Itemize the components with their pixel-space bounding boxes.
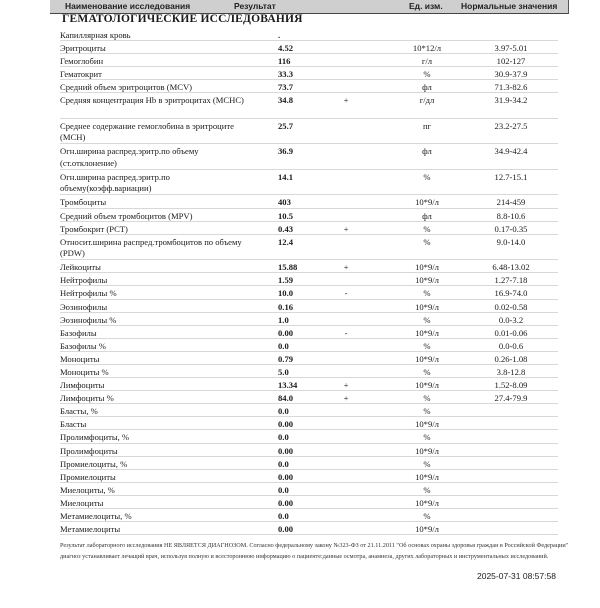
table-row [0,352,600,365]
row-result: . [278,30,281,40]
table-row [0,522,600,535]
row-unit: 10*9/л [415,524,439,535]
table-row [0,195,600,208]
row-name: Промиелоциты [60,471,116,482]
row-unit: 10*9/л [415,301,439,312]
row-result: 0.0 [278,511,289,522]
row-unit: % [423,393,431,404]
row-result: 0.00 [278,327,294,338]
table-header [50,0,568,14]
row-result: 0.43 [278,223,294,234]
row-name: Лейкоциты [60,262,101,273]
row-name: Нейтрофилы % [60,288,117,299]
table-row [0,404,600,417]
row-name: Бласты, % [60,406,98,417]
header-name: Наименование исследования [65,1,191,11]
row-unit: % [423,288,431,299]
row-unit: 10*9/л [415,419,439,430]
row-unit: 10*9/л [415,353,439,364]
row-name: Бласты [60,419,87,430]
table-row [0,119,600,145]
row-unit: % [423,223,431,234]
table-row [0,417,600,430]
row-name: Огн.ширина распред.эритр.по объему (ст.отклонение) [60,146,199,168]
table-row [0,378,600,391]
row-unit: г/дл [419,95,435,106]
row-unit: % [423,314,431,325]
table-row [0,222,600,235]
row-name: Капиллярная кровь [60,30,131,40]
row-norm: 31.9-34.2 [494,95,528,106]
table-row [0,339,600,352]
row-result: 0.0 [278,432,289,443]
row-name: Пролимфоциты [60,445,118,456]
row-norm: 0.26-1.08 [494,353,528,364]
row-flag: + [343,380,349,391]
row-norm: 0.0-3.2 [498,314,524,325]
row-result: 0.0 [278,458,289,469]
row-name: Метамиелоциты [60,524,121,535]
row-name: Средний объем тромбоцитов (MPV) [60,210,193,221]
row-result: 0.00 [278,497,294,508]
row-unit: 10*9/л [415,275,439,286]
row-unit: 10*9/л [415,262,439,273]
table-row [0,509,600,522]
row-name: Нейтрофилы [60,275,108,286]
table-row [0,365,600,378]
row-name: Лимфоциты % [60,393,114,404]
row-norm: 1.52-8.09 [494,380,528,391]
row-unit: % [423,406,431,417]
row-flag: + [343,262,349,273]
row-result: 73.7 [278,82,294,93]
row-norm: 6.48-13.02 [492,262,530,273]
row-result: 1.59 [278,275,294,286]
table-row [0,93,600,119]
row-norm: 0.17-0.35 [494,223,528,234]
row-divider [60,534,558,535]
row-name: Миелоциты, % [60,484,115,495]
header-unit: Ед. изм. [409,1,443,11]
section-title: ГЕМАТОЛОГИЧЕСКИЕ ИССЛЕДОВАНИЯ [62,13,303,25]
row-flag: + [343,393,349,404]
row-unit: г/л [421,56,433,67]
row-norm: 27.4-79.9 [494,393,528,404]
table-row [0,67,600,80]
row-unit: % [423,511,431,522]
disclaimer-footnote: Результат лабораторного исследования НЕ ЯВЛЯЕТСЯ ДИАГНОЗОМ. Согласно федеральному закону №323-ФЗ от 21.11.2011 "Об основах охраны здоровья граждан в Российской Федерации" диагноз устанавливает лечащий врач, используя полную и всестороннюю информацию о пациенте:данные осмотра, анамнеза, других лабораторных и инструментальных исследований. [60,542,569,560]
row-result: 0.00 [278,445,294,456]
row-unit: 10*9/л [415,197,439,208]
row-flag: - [344,327,348,338]
row-name: Тромбоциты [60,197,107,208]
row-name: Эозинофилы % [60,314,117,325]
table-row [0,326,600,339]
row-name: Метамиелоциты, % [60,511,132,522]
row-result: 10.5 [278,210,294,221]
table-row [0,391,600,404]
table-row [0,144,600,170]
row-unit: фл [422,210,432,221]
row-name: Моноциты % [60,367,109,377]
table-row [0,313,600,326]
header-norm: Нормальные значения [461,1,558,11]
row-name: Гемоглобин [60,56,104,67]
row-result: 1.0 [278,314,289,325]
row-unit: 10*9/л [415,380,439,391]
table-right-border [568,0,569,14]
row-norm: 214-459 [496,197,526,208]
row-name: Миелоциты [60,497,104,508]
row-norm: 30.9-37.9 [494,69,528,80]
table-row [0,286,600,299]
row-result: 0.0 [278,484,289,495]
row-norm: 102-127 [496,56,526,67]
row-unit: % [423,458,431,469]
row-unit: % [423,367,431,377]
table-row [0,170,600,196]
row-result: 15.88 [278,262,298,273]
row-result: 0.00 [278,471,294,482]
row-result: 0.79 [278,353,294,364]
row-result: 116 [278,56,291,67]
row-norm: 71.3-82.6 [494,82,528,93]
row-unit: фл [422,146,432,157]
row-flag: + [343,95,349,106]
table-row [0,430,600,443]
table-row [0,273,600,286]
table-row [0,41,600,54]
row-name: Огн.ширина распред.эритр.по объему(коэфф.вариации) [60,171,170,194]
row-norm: 3.97-5.01 [494,43,528,54]
row-result: 25.7 [278,120,294,131]
row-name: Пролимфоциты, % [60,432,130,443]
row-unit: % [423,236,431,247]
row-result: 34.8 [278,95,294,106]
row-unit: % [423,432,431,443]
table-row [0,54,600,67]
row-norm: 23.2-27.5 [494,120,528,131]
table-row [0,28,600,41]
row-result: 10.0 [278,288,294,299]
row-norm: 0.02-0.58 [494,301,528,312]
row-norm: 16.9-74.0 [494,288,528,299]
row-name: Лимфоциты [60,380,105,391]
row-unit: 10*9/л [415,471,439,482]
table-row [0,300,600,313]
table-row [0,483,600,496]
row-name: Базофилы % [60,340,106,351]
table-row [0,457,600,470]
report-datestamp: 2025-07-31 08:57:58 [477,571,556,581]
row-result: 33.3 [278,69,294,80]
results-table [0,28,600,535]
row-unit: фл [422,82,432,93]
table-row [0,209,600,222]
row-result: 84.0 [278,393,294,404]
row-result: 0.00 [278,524,294,535]
row-result: 0.0 [278,340,289,351]
row-result: 5.0 [278,367,289,377]
row-unit: 10*9/л [415,445,439,456]
row-result: 403 [278,197,291,208]
row-unit: 10*12/л [412,43,442,54]
row-result: 0.16 [278,301,294,312]
row-result: 14.1 [278,171,294,182]
row-norm: 0.01-0.06 [494,327,528,338]
row-norm: 3.8-12.8 [496,367,526,377]
row-flag: - [344,288,348,299]
row-name: Тромбокрит (PCT) [60,223,128,234]
row-unit: 10*9/л [415,497,439,508]
row-unit: 10*9/л [415,327,439,338]
row-result: 0.0 [278,406,289,417]
row-norm: 34.9-42.4 [494,146,528,157]
row-unit: % [423,171,431,182]
row-norm: 8.8-10.6 [496,210,526,221]
row-norm: 12.7-15.1 [494,171,528,182]
row-result: 4.52 [278,43,294,54]
row-name: Моноциты [60,353,100,364]
row-unit: % [423,340,431,351]
row-unit: % [423,69,431,80]
row-name: Средняя концентрация Hb в эритроцитах (MCHC) [60,95,244,106]
row-name: Эритроциты [60,43,106,54]
table-row [0,235,600,261]
row-name: Базофилы [60,327,97,338]
row-result: 12.4 [278,236,294,247]
row-name: Гематокрит [60,69,102,80]
row-unit: пг [422,120,432,131]
row-name: Эозинофилы [60,301,108,312]
row-name: Относит.ширина распред.тромбоцитов по объему (PDW) [60,236,242,259]
table-row [0,260,600,273]
table-row [0,444,600,457]
row-norm: 1.27-7.18 [494,275,528,286]
table-row [0,496,600,509]
row-flag: + [343,223,349,234]
table-row [0,80,600,93]
header-result: Результат [234,1,276,11]
row-result: 13.34 [278,380,298,391]
row-result: 36.9 [278,146,294,157]
row-name: Промиелоциты, % [60,458,128,469]
row-name: Среднее содержание гемоглобина в эритроците (MCH) [60,120,234,143]
table-row [0,470,600,483]
row-name: Средний объем эритроцитов (MCV) [60,82,193,93]
row-unit: % [423,484,431,495]
row-norm: 0.0-0.6 [498,340,524,351]
row-result: 0.00 [278,419,294,430]
row-norm: 9.0-14.0 [496,236,526,247]
